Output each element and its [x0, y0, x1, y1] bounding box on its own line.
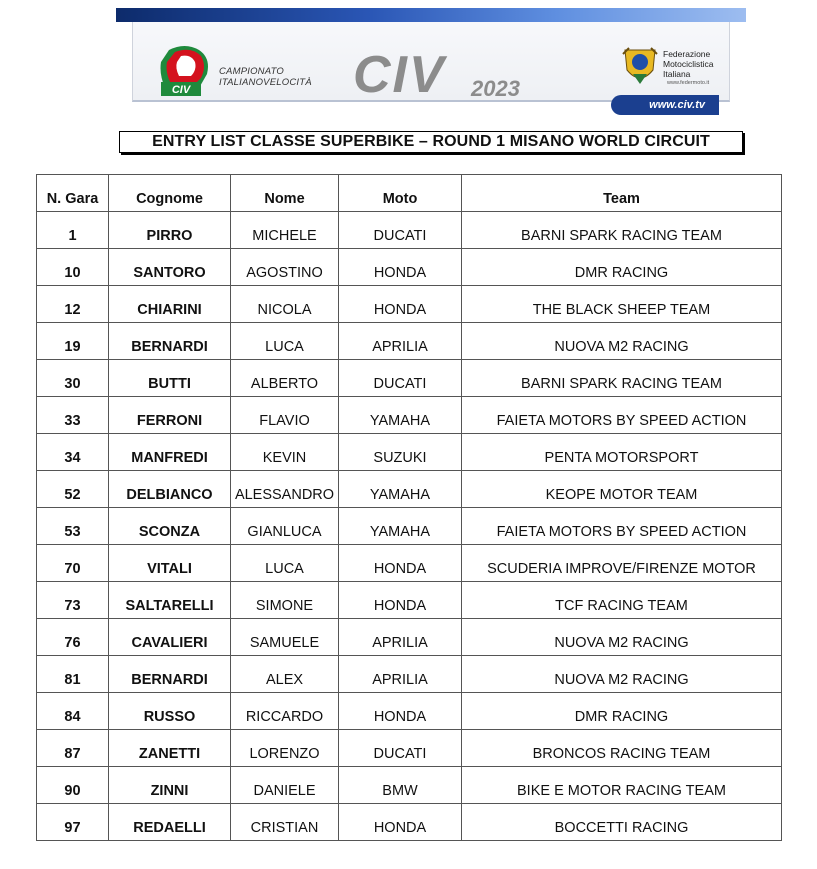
- federation-line-2: Motociclistica: [663, 59, 714, 69]
- website-badge[interactable]: www.civ.tv: [611, 95, 719, 115]
- team-name: DMR RACING: [462, 249, 782, 286]
- team-name: NUOVA M2 RACING: [462, 619, 782, 656]
- race-number: 53: [37, 508, 109, 545]
- rider-name: ALEX: [231, 656, 339, 693]
- bike-brand: HONDA: [339, 582, 462, 619]
- bike-brand: HONDA: [339, 249, 462, 286]
- main-logo-text: CIV: [353, 48, 446, 104]
- table-row: [37, 323, 782, 360]
- rider-name: SIMONE: [231, 582, 339, 619]
- team-name: BARNI SPARK RACING TEAM: [462, 212, 782, 249]
- race-number: 52: [37, 471, 109, 508]
- document-header: [116, 8, 746, 111]
- bike-brand: HONDA: [339, 693, 462, 730]
- rider-surname: BERNARDI: [109, 656, 231, 693]
- rider-name: NICOLA: [231, 286, 339, 323]
- left-logo-mark: CIV: [171, 84, 191, 96]
- race-number: 87: [37, 730, 109, 767]
- table-row: [37, 360, 782, 397]
- header-top-bar: [116, 8, 746, 22]
- column-header-name: Nome: [231, 175, 339, 212]
- race-number: 12: [37, 286, 109, 323]
- table-row: [37, 471, 782, 508]
- team-name: BOCCETTI RACING: [462, 804, 782, 841]
- rider-name: DANIELE: [231, 767, 339, 804]
- rider-surname: PIRRO: [109, 212, 231, 249]
- table-row: [37, 212, 782, 249]
- rider-name: LUCA: [231, 545, 339, 582]
- race-number: 1: [37, 212, 109, 249]
- team-name: KEOPE MOTOR TEAM: [462, 471, 782, 508]
- rider-surname: VITALI: [109, 545, 231, 582]
- race-number: 70: [37, 545, 109, 582]
- rider-name: CRISTIAN: [231, 804, 339, 841]
- rider-surname: BUTTI: [109, 360, 231, 397]
- column-header-number: N. Gara: [37, 175, 109, 212]
- rider-surname: SALTARELLI: [109, 582, 231, 619]
- bike-brand: SUZUKI: [339, 434, 462, 471]
- bike-brand: DUCATI: [339, 360, 462, 397]
- team-name: BRONCOS RACING TEAM: [462, 730, 782, 767]
- rider-name: KEVIN: [231, 434, 339, 471]
- table-row: [37, 397, 782, 434]
- table-row: [37, 249, 782, 286]
- bike-brand: YAMAHA: [339, 397, 462, 434]
- team-name: NUOVA M2 RACING: [462, 323, 782, 360]
- table-row: [37, 508, 782, 545]
- race-number: 81: [37, 656, 109, 693]
- rider-surname: SCONZA: [109, 508, 231, 545]
- race-number: 76: [37, 619, 109, 656]
- table-header-row: [37, 175, 782, 212]
- federation-line-3: Italiana: [663, 69, 691, 79]
- team-name: FAIETA MOTORS BY SPEED ACTION: [462, 397, 782, 434]
- bike-brand: APRILIA: [339, 619, 462, 656]
- bike-brand: HONDA: [339, 286, 462, 323]
- bike-brand: APRILIA: [339, 323, 462, 360]
- rider-surname: RUSSO: [109, 693, 231, 730]
- rider-name: FLAVIO: [231, 397, 339, 434]
- table-row: [37, 434, 782, 471]
- team-name: BIKE E MOTOR RACING TEAM: [462, 767, 782, 804]
- bike-brand: DUCATI: [339, 730, 462, 767]
- team-name: DMR RACING: [462, 693, 782, 730]
- header-panel: [132, 22, 730, 111]
- race-number: 34: [37, 434, 109, 471]
- team-name: SCUDERIA IMPROVE/FIRENZE MOTOR: [462, 545, 782, 582]
- championship-line-2: ITALIANOVELOCITÀ: [219, 77, 312, 88]
- team-name: NUOVA M2 RACING: [462, 656, 782, 693]
- rider-name: MICHELE: [231, 212, 339, 249]
- rider-surname: DELBIANCO: [109, 471, 231, 508]
- civ-2023-logo: [351, 48, 561, 106]
- rider-surname: CHIARINI: [109, 286, 231, 323]
- bike-brand: YAMAHA: [339, 471, 462, 508]
- rider-surname: BERNARDI: [109, 323, 231, 360]
- rider-surname: SANTORO: [109, 249, 231, 286]
- rider-name: RICCARDO: [231, 693, 339, 730]
- team-name: TCF RACING TEAM: [462, 582, 782, 619]
- main-logo-year: 2023: [471, 76, 520, 101]
- championship-name: [219, 66, 312, 88]
- team-name: BARNI SPARK RACING TEAM: [462, 360, 782, 397]
- rider-surname: ZINNI: [109, 767, 231, 804]
- rider-name: AGOSTINO: [231, 249, 339, 286]
- race-number: 33: [37, 397, 109, 434]
- federation-line-1: Federazione: [663, 49, 711, 59]
- race-number: 19: [37, 323, 109, 360]
- team-name: PENTA MOTORSPORT: [462, 434, 782, 471]
- table-row: [37, 730, 782, 767]
- table-row: [37, 619, 782, 656]
- rider-name: LORENZO: [231, 730, 339, 767]
- rider-surname: FERRONI: [109, 397, 231, 434]
- table-row: [37, 582, 782, 619]
- civ-championship-logo-icon: [155, 44, 215, 100]
- table-row: [37, 286, 782, 323]
- fmi-federation-logo-icon: [621, 44, 659, 88]
- bike-brand: YAMAHA: [339, 508, 462, 545]
- entry-list-table: [36, 174, 782, 841]
- bike-brand: HONDA: [339, 545, 462, 582]
- federation-name: [663, 49, 714, 79]
- rider-surname: REDAELLI: [109, 804, 231, 841]
- column-header-surname: Cognome: [109, 175, 231, 212]
- federation-url[interactable]: www.federmoto.it: [667, 80, 710, 86]
- rider-name: SAMUELE: [231, 619, 339, 656]
- race-number: 84: [37, 693, 109, 730]
- bike-brand: BMW: [339, 767, 462, 804]
- table-row: [37, 804, 782, 841]
- race-number: 30: [37, 360, 109, 397]
- team-name: FAIETA MOTORS BY SPEED ACTION: [462, 508, 782, 545]
- rider-name: ALBERTO: [231, 360, 339, 397]
- table-row: [37, 545, 782, 582]
- bike-brand: DUCATI: [339, 212, 462, 249]
- rider-name: GIANLUCA: [231, 508, 339, 545]
- race-number: 73: [37, 582, 109, 619]
- column-header-bike: Moto: [339, 175, 462, 212]
- document-title: ENTRY LIST CLASSE SUPERBIKE – ROUND 1 MISANO WORLD CIRCUIT: [119, 131, 743, 153]
- rider-name: LUCA: [231, 323, 339, 360]
- table-body: [37, 212, 782, 841]
- rider-surname: MANFREDI: [109, 434, 231, 471]
- bike-brand: APRILIA: [339, 656, 462, 693]
- race-number: 90: [37, 767, 109, 804]
- column-header-team: Team: [462, 175, 782, 212]
- rider-surname: CAVALIERI: [109, 619, 231, 656]
- bike-brand: HONDA: [339, 804, 462, 841]
- rider-name: ALESSANDRO: [231, 471, 339, 508]
- rider-surname: ZANETTI: [109, 730, 231, 767]
- championship-line-1: CAMPIONATO: [219, 66, 284, 77]
- race-number: 10: [37, 249, 109, 286]
- table-row: [37, 767, 782, 804]
- table-row: [37, 656, 782, 693]
- team-name: THE BLACK SHEEP TEAM: [462, 286, 782, 323]
- race-number: 97: [37, 804, 109, 841]
- table-row: [37, 693, 782, 730]
